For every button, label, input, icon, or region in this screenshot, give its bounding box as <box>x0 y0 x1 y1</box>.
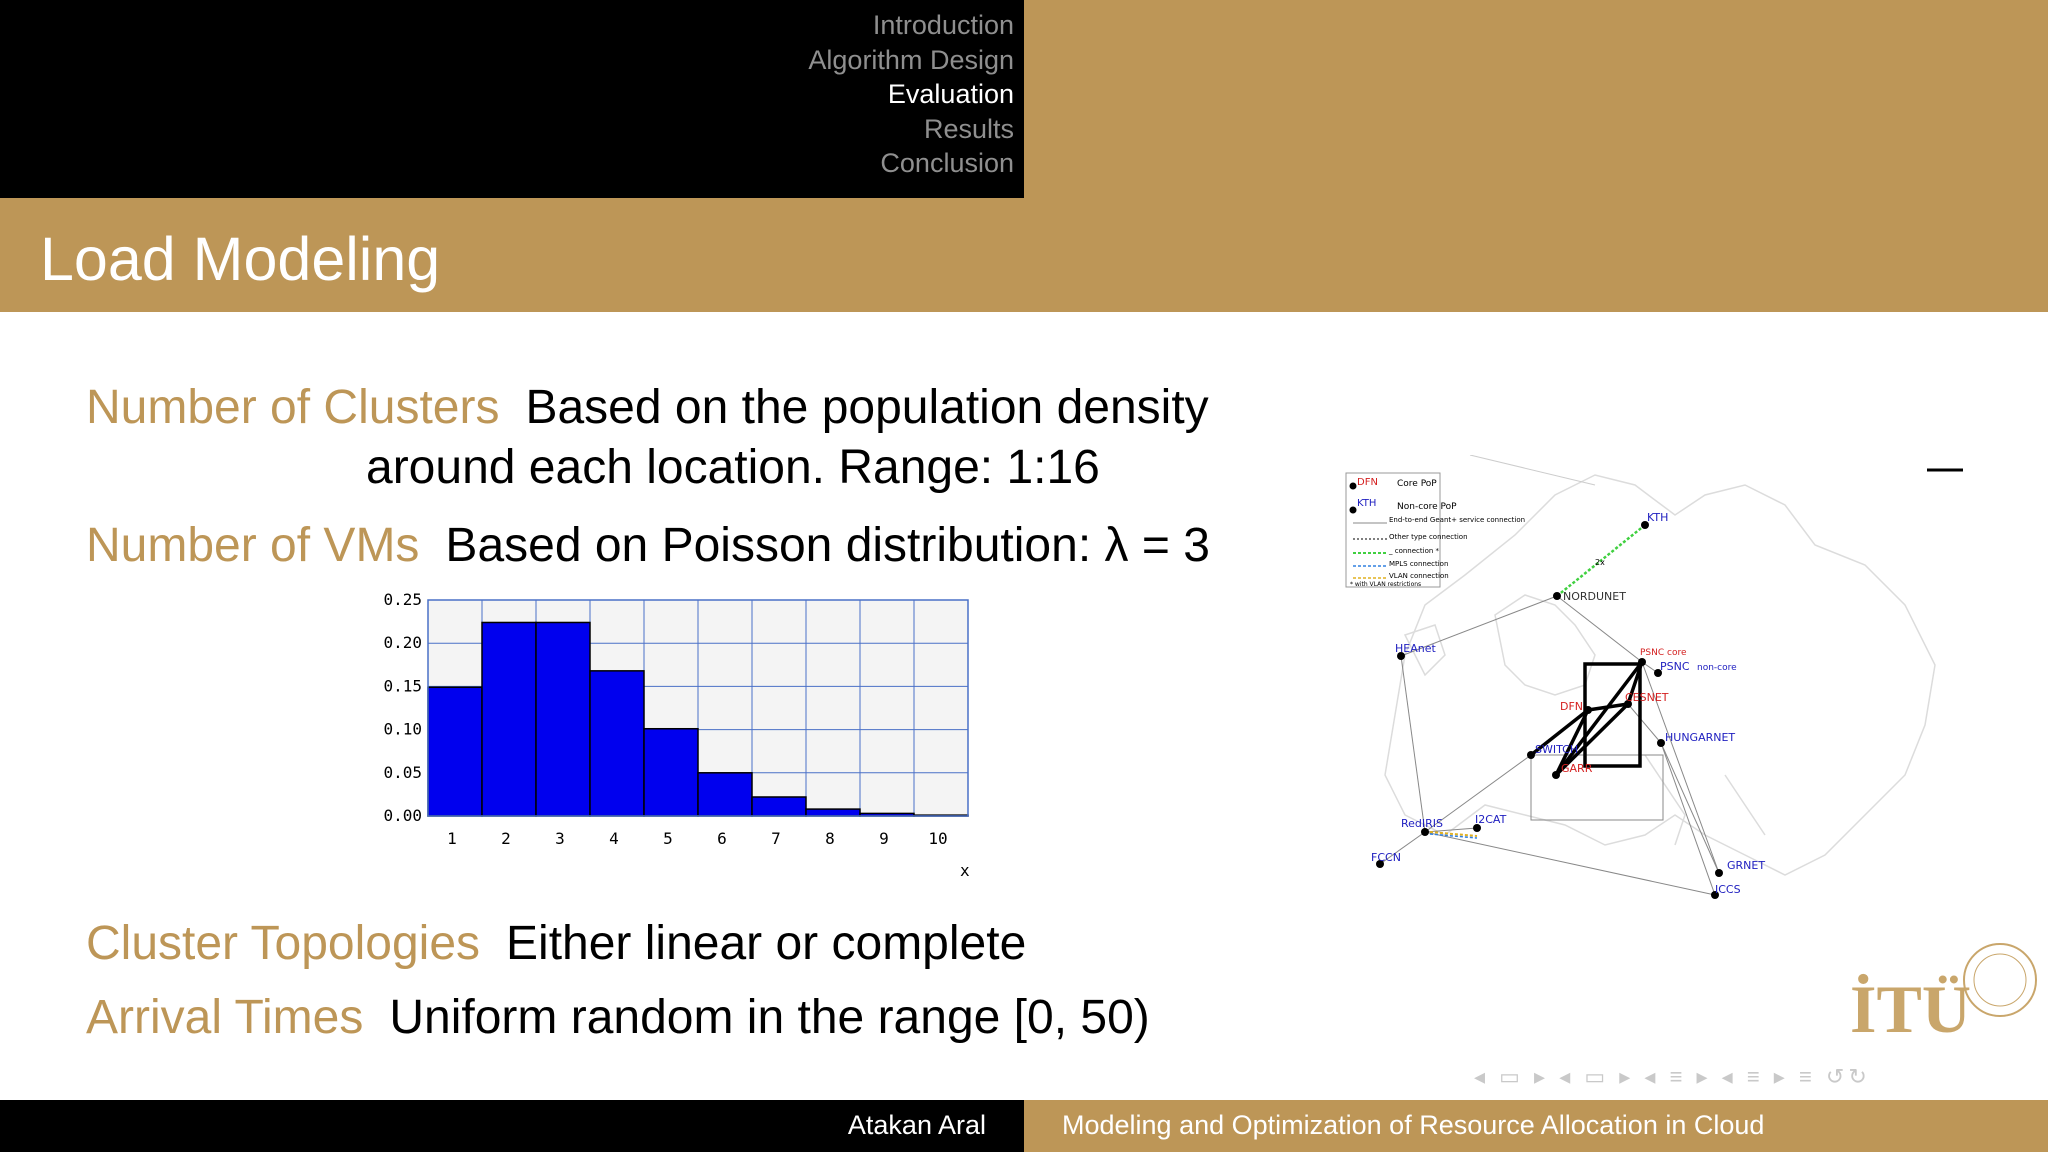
node-switch: SWITCH <box>1535 743 1579 756</box>
item-clusters-cont <box>366 440 1100 495</box>
desc-topologies: Either linear or complete <box>506 917 1027 970</box>
x-tick-label: 8 <box>825 829 835 848</box>
item-clusters <box>86 380 1209 435</box>
node-psnc-core: PSNC core <box>1640 648 1687 658</box>
map-legend-box <box>1346 473 1440 587</box>
legend-vlan-restrictions: * with VLAN restrictions <box>1350 581 1422 588</box>
x-tick-label: 9 <box>879 829 889 848</box>
poisson-histogram <box>370 586 980 886</box>
footer-title: Modeling and Optimization of Resource Allocation in Cloud <box>1062 1110 1765 1140</box>
x-axis-label: x <box>960 861 970 880</box>
nav-algorithm-design[interactable]: Algorithm Design <box>808 44 1014 75</box>
desc-clusters-1: Based on the population density <box>525 381 1209 434</box>
x-tick-label: 5 <box>663 829 673 848</box>
x-tick-label: 3 <box>555 829 565 848</box>
y-tick-label: 0.15 <box>383 676 422 696</box>
bar-4 <box>590 671 644 816</box>
desc-arrival: Uniform random in the range [0, 50) <box>389 991 1150 1044</box>
header-gold-panel <box>1024 0 2048 198</box>
bar-6 <box>698 773 752 816</box>
node-hungarnet: HUNGARNET <box>1665 731 1736 744</box>
term-arrival: Arrival Times <box>86 991 364 1044</box>
y-tick-label: 0.00 <box>383 806 422 825</box>
y-tick-label: 0.10 <box>383 719 422 739</box>
bar-1 <box>428 687 482 816</box>
bar-2 <box>482 622 536 816</box>
node-fccn: FCCN <box>1371 851 1401 864</box>
x-tick-label: 7 <box>771 829 781 848</box>
x-tick-label: 10 <box>928 829 948 848</box>
x-tick-label: 4 <box>609 829 619 848</box>
item-topologies <box>86 916 1026 971</box>
nav-results[interactable]: Results <box>923 113 1014 144</box>
item-arrival <box>86 990 1150 1045</box>
legend-noncore-pop: Non-core PoP <box>1397 502 1457 512</box>
legend-mpls: MPLS connection <box>1389 560 1449 568</box>
x-tick-label: 6 <box>717 829 727 848</box>
nav-evaluation[interactable]: Evaluation <box>887 79 1014 109</box>
itu-logo <box>1850 940 2040 1060</box>
y-tick-label: 0.20 <box>383 633 422 653</box>
node-dfn: DFN <box>1560 700 1584 713</box>
geant-network-map <box>1345 455 1965 915</box>
term-topologies: Cluster Topologies <box>86 917 481 970</box>
section-navigation <box>808 8 1014 181</box>
legend-noncore-dot <box>1350 507 1357 514</box>
bar-7 <box>752 797 806 816</box>
legend-core-dot <box>1350 483 1357 490</box>
bar-3 <box>536 622 590 816</box>
y-tick-label: 0.25 <box>383 590 422 609</box>
nav-conclusion[interactable]: Conclusion <box>880 148 1014 178</box>
itu-logo-text: İTÜ <box>1850 971 1971 1047</box>
desc-vms: Based on Poisson distribution: λ = 3 <box>445 519 1210 572</box>
node-2x: 2x <box>1595 558 1605 567</box>
legend-core-pop: Core PoP <box>1397 479 1437 489</box>
node-i2cat: I2CAT <box>1475 813 1507 826</box>
node-garr: GARR <box>1561 762 1593 775</box>
legend-dfn: DFN <box>1357 477 1378 488</box>
bar-5 <box>644 729 698 816</box>
legend-connection: _ connection * <box>1389 547 1440 555</box>
slide-title: Load Modeling <box>40 225 441 293</box>
desc-clusters-2: around each location. Range: 1:16 <box>366 441 1100 494</box>
node-rediris: RedIRIS <box>1401 817 1444 830</box>
term-vms: Number of VMs <box>86 519 420 572</box>
node-iccs: ICCS <box>1715 883 1741 896</box>
node-heanet: HEAnet <box>1395 642 1436 655</box>
node-grnet: GRNET <box>1727 859 1766 872</box>
nav-introduction[interactable]: Introduction <box>872 10 1014 40</box>
footer-author: Atakan Aral <box>847 1110 986 1140</box>
node-kth: KTH <box>1647 511 1669 524</box>
node-psnc-noncore: non-core <box>1697 663 1737 673</box>
node-nordunet: NORDUNET <box>1563 590 1626 603</box>
item-vms <box>86 518 1210 573</box>
x-tick-label: 2 <box>501 829 511 848</box>
x-tick-label: 1 <box>447 829 457 848</box>
legend-kth: KTH <box>1357 498 1377 509</box>
legend-geant-service: End-to-end Geant+ service connection <box>1389 516 1526 524</box>
node-psnc: PSNC <box>1660 660 1690 673</box>
legend-other-type: Other type connection <box>1389 533 1468 541</box>
legend-vlan: VLAN connection <box>1389 572 1449 580</box>
beamer-navigation-symbols[interactable]: ◂ ▭ ▸ ◂ ▭ ▸ ◂ ≡ ▸ ◂ ≡ ▸ ≡ ↺↻ <box>1474 1064 1871 1089</box>
node-cesnet: CESNET <box>1625 691 1669 704</box>
bar-8 <box>806 809 860 816</box>
y-tick-label: 0.05 <box>383 762 422 782</box>
term-clusters: Number of Clusters <box>86 381 500 434</box>
